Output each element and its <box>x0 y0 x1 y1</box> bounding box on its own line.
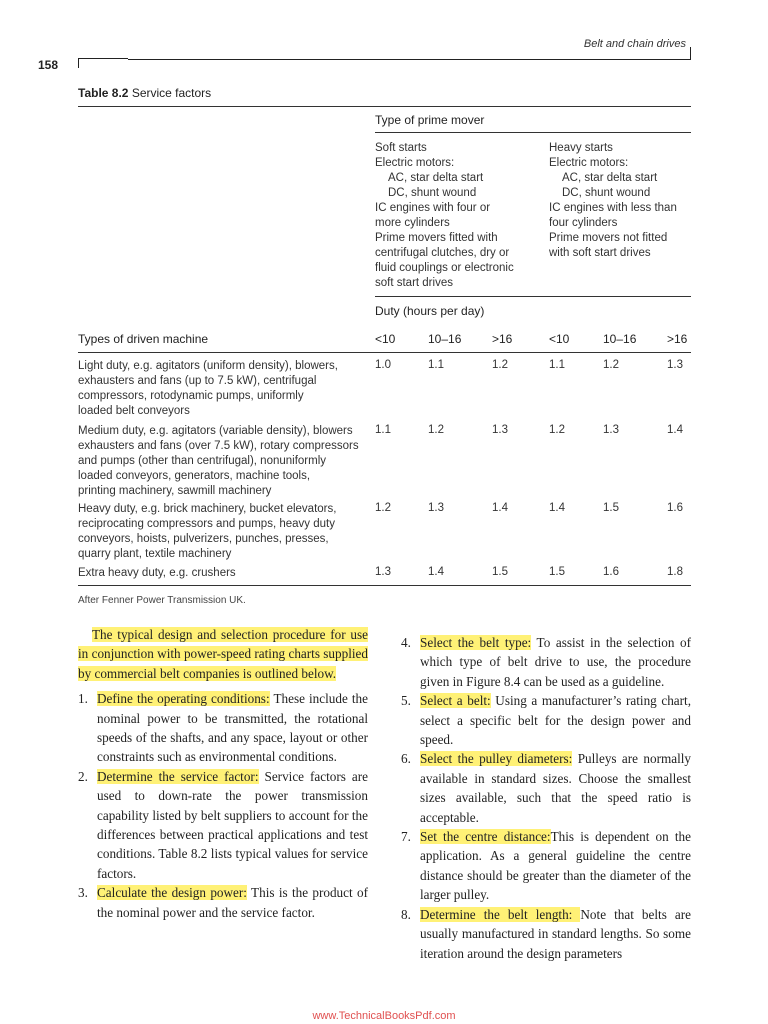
table-cell: 1.3 <box>667 359 683 371</box>
soft-line: DC, shunt wound <box>388 187 477 199</box>
table-cell: 1.5 <box>603 502 619 514</box>
intro-text: The typical design and selection procedure for use in conjunction with power-speed rating charts supplied by commercial belt companies is outlined below. <box>78 627 368 681</box>
heavy-line: Prime movers not fitted <box>549 232 668 244</box>
heavy-line: with soft start drives <box>549 247 651 259</box>
table-cell: 1.1 <box>428 359 444 371</box>
page-number: 158 <box>38 58 59 72</box>
table-cell: 1.5 <box>492 566 508 578</box>
step-item <box>401 691 691 749</box>
table-label: Table 8.2 <box>78 86 129 100</box>
table-row-label <box>78 566 236 581</box>
row-line: Light duty, e.g. agitators (uniform density), blowers, <box>78 360 338 372</box>
step-heading: Select the belt type: <box>420 635 532 650</box>
step-number: 4. <box>401 635 411 650</box>
heavy-line: IC engines with less than <box>549 202 677 214</box>
table-cell: 1.6 <box>603 566 619 578</box>
table-top-rule <box>78 106 691 107</box>
soft-line: Electric motors: <box>375 157 455 169</box>
row-line: loaded conveyors, generators, machine tools, <box>78 470 311 482</box>
step-text: This is dependent on the application. As a general guideline the centre distance should be greater than the diameter of the larger pulley. <box>420 829 692 903</box>
table-cell: 1.1 <box>375 424 391 436</box>
step-text: To assist in the selection of which type of belt drive to use, the procedure given in Figure 8.4 can be used as a guideline. <box>420 635 691 689</box>
step-item <box>78 883 368 922</box>
table-row-label <box>78 359 338 419</box>
step-heading: Set the centre distance: <box>420 829 551 845</box>
right-column <box>401 633 691 963</box>
intro-paragraph <box>78 625 368 683</box>
row-line: Extra heavy duty, e.g. crushers <box>78 567 236 579</box>
table-cell: 1.6 <box>667 502 683 514</box>
table-cell: 1.0 <box>375 359 391 371</box>
soft-starts-column <box>375 141 514 291</box>
table-cell: 1.2 <box>375 502 391 514</box>
heavy-line: four cylinders <box>549 217 618 229</box>
table-cell: 1.3 <box>375 566 391 578</box>
table-cell: 1.4 <box>492 502 508 514</box>
step-item <box>401 827 691 905</box>
table-title: Service factors <box>131 86 212 100</box>
step-heading: Define the operating conditions: <box>97 691 270 707</box>
table-caption <box>78 86 211 100</box>
footer-url[interactable]: www.TechnicalBooksPdf.com <box>312 1010 456 1022</box>
heavy-line: Electric motors: <box>549 157 629 169</box>
table-cell: 1.5 <box>549 566 565 578</box>
soft-line: Soft starts <box>375 142 427 154</box>
header-tick-right <box>690 47 691 59</box>
step-heading: Determine the service factor: <box>97 768 259 784</box>
step-item <box>78 767 368 883</box>
step-text: Service factors are used to down-rate the power transmission capability listed by belt suppliers to account for the differences between practical applications and test conditions. Table 8.2 lists typical values for service factors. <box>97 768 368 881</box>
table-cell: 1.2 <box>492 359 508 371</box>
duty-col-header: 10–16 <box>603 332 637 346</box>
step-number: 3. <box>78 885 88 901</box>
step-text: Using a manufacturer’s rating chart, select a specific belt for the design power and speed. <box>420 693 691 748</box>
row-line: and pumps (other than centrifugal), nonuniformly <box>78 455 327 467</box>
header-bottom-rule <box>78 352 691 353</box>
left-column <box>78 625 368 922</box>
table-cell: 1.2 <box>428 424 444 436</box>
table-cell: 1.2 <box>603 359 619 371</box>
step-number: 5. <box>401 693 411 709</box>
table-cell: 1.4 <box>549 502 565 514</box>
table-cell: 1.8 <box>667 566 683 578</box>
step-number: 7. <box>401 829 411 845</box>
row-line: exhausters and fans (up to 7.5 kW), centrifugal <box>78 375 317 387</box>
prime-mover-heading: Type of prime mover <box>375 113 485 127</box>
step-text: Note that belts are usually manufactured in standard lengths. So some iteration around the design parameters <box>420 906 691 961</box>
running-head: Belt and chain drives <box>583 38 686 50</box>
step-item <box>401 633 691 691</box>
duty-col-header: >16 <box>667 332 688 346</box>
table-cell: 1.4 <box>428 566 444 578</box>
table-bottom-rule <box>78 585 691 586</box>
step-item <box>78 689 368 767</box>
table-cell: 1.4 <box>667 424 683 436</box>
header-tick-left <box>78 58 79 68</box>
heavy-starts-column <box>549 141 677 261</box>
row-line: compressors, rotodynamic pumps, uniformly <box>78 390 304 402</box>
soft-line: centrifugal clutches, dry or <box>375 247 510 259</box>
row-line: reciprocating compressors and pumps, heavy duty <box>78 518 335 530</box>
step-heading: Calculate the design power: <box>97 885 247 901</box>
step-heading: Select a belt: <box>420 693 491 709</box>
duty-col-header: 10–16 <box>428 332 462 346</box>
row-line: exhausters and fans (over 7.5 kW), rotary compressors <box>78 440 359 452</box>
row-line: conveyors, hoists, pulverizers, punches, presses, <box>78 533 329 545</box>
prime-mover-rule <box>375 132 691 133</box>
row-line: Heavy duty, e.g. brick machinery, bucket elevators, <box>78 503 337 515</box>
header-rule <box>128 59 691 60</box>
table-cell: 1.1 <box>549 359 565 371</box>
table-cell: 1.3 <box>603 424 619 436</box>
duty-rule <box>375 296 691 297</box>
duty-col-header: <10 <box>549 332 570 346</box>
step-number: 8. <box>401 906 411 922</box>
row-line: loaded belt conveyors <box>78 405 190 417</box>
duty-heading: Duty (hours per day) <box>375 304 485 318</box>
soft-line: IC engines with four or <box>375 202 491 214</box>
table-cell: 1.3 <box>492 424 508 436</box>
table-cell: 1.2 <box>549 424 565 436</box>
soft-line: soft start drives <box>375 277 453 289</box>
row-line: quarry plant, textile machinery <box>78 548 232 560</box>
row-line: Medium duty, e.g. agitators (variable density), blowers <box>78 425 353 437</box>
soft-line: more cylinders <box>375 217 450 229</box>
table-row-label <box>78 424 359 499</box>
driven-machine-heading: Types of driven machine <box>78 332 209 346</box>
table-row-label <box>78 502 336 562</box>
soft-line: Prime movers fitted with <box>375 232 498 244</box>
heavy-line: DC, shunt wound <box>562 187 651 199</box>
header-rule-left <box>78 58 128 59</box>
step-item <box>401 905 691 963</box>
heavy-line: AC, star delta start <box>562 172 658 184</box>
row-line: printing machinery, sawmill machinery <box>78 485 272 497</box>
step-heading: Select the pulley diameters: <box>420 751 573 767</box>
step-text: These include the nominal power to be transmitted, the rotational speeds of the shafts, and any space, layout or other constraints such as environmental conditions. <box>97 691 368 765</box>
step-text: Pulleys are normally available in standard sizes. Choose the smallest sizes available, such that the speed ratio is acceptable. <box>420 751 691 825</box>
heavy-line: Heavy starts <box>549 142 613 154</box>
soft-line: AC, star delta start <box>388 172 484 184</box>
step-number: 1. <box>78 691 88 707</box>
step-number: 6. <box>401 751 411 767</box>
step-heading: Determine the belt length: <box>420 906 581 922</box>
table-cell: 1.3 <box>428 502 444 514</box>
duty-col-header: <10 <box>375 332 396 346</box>
table-source: After Fenner Power Transmission UK. <box>78 595 246 606</box>
step-item <box>401 749 691 827</box>
duty-col-header: >16 <box>492 332 513 346</box>
step-number: 2. <box>78 768 88 784</box>
soft-line: fluid couplings or electronic <box>375 262 514 274</box>
step-text: This is the product of the nominal power and the service factor. <box>97 885 368 920</box>
